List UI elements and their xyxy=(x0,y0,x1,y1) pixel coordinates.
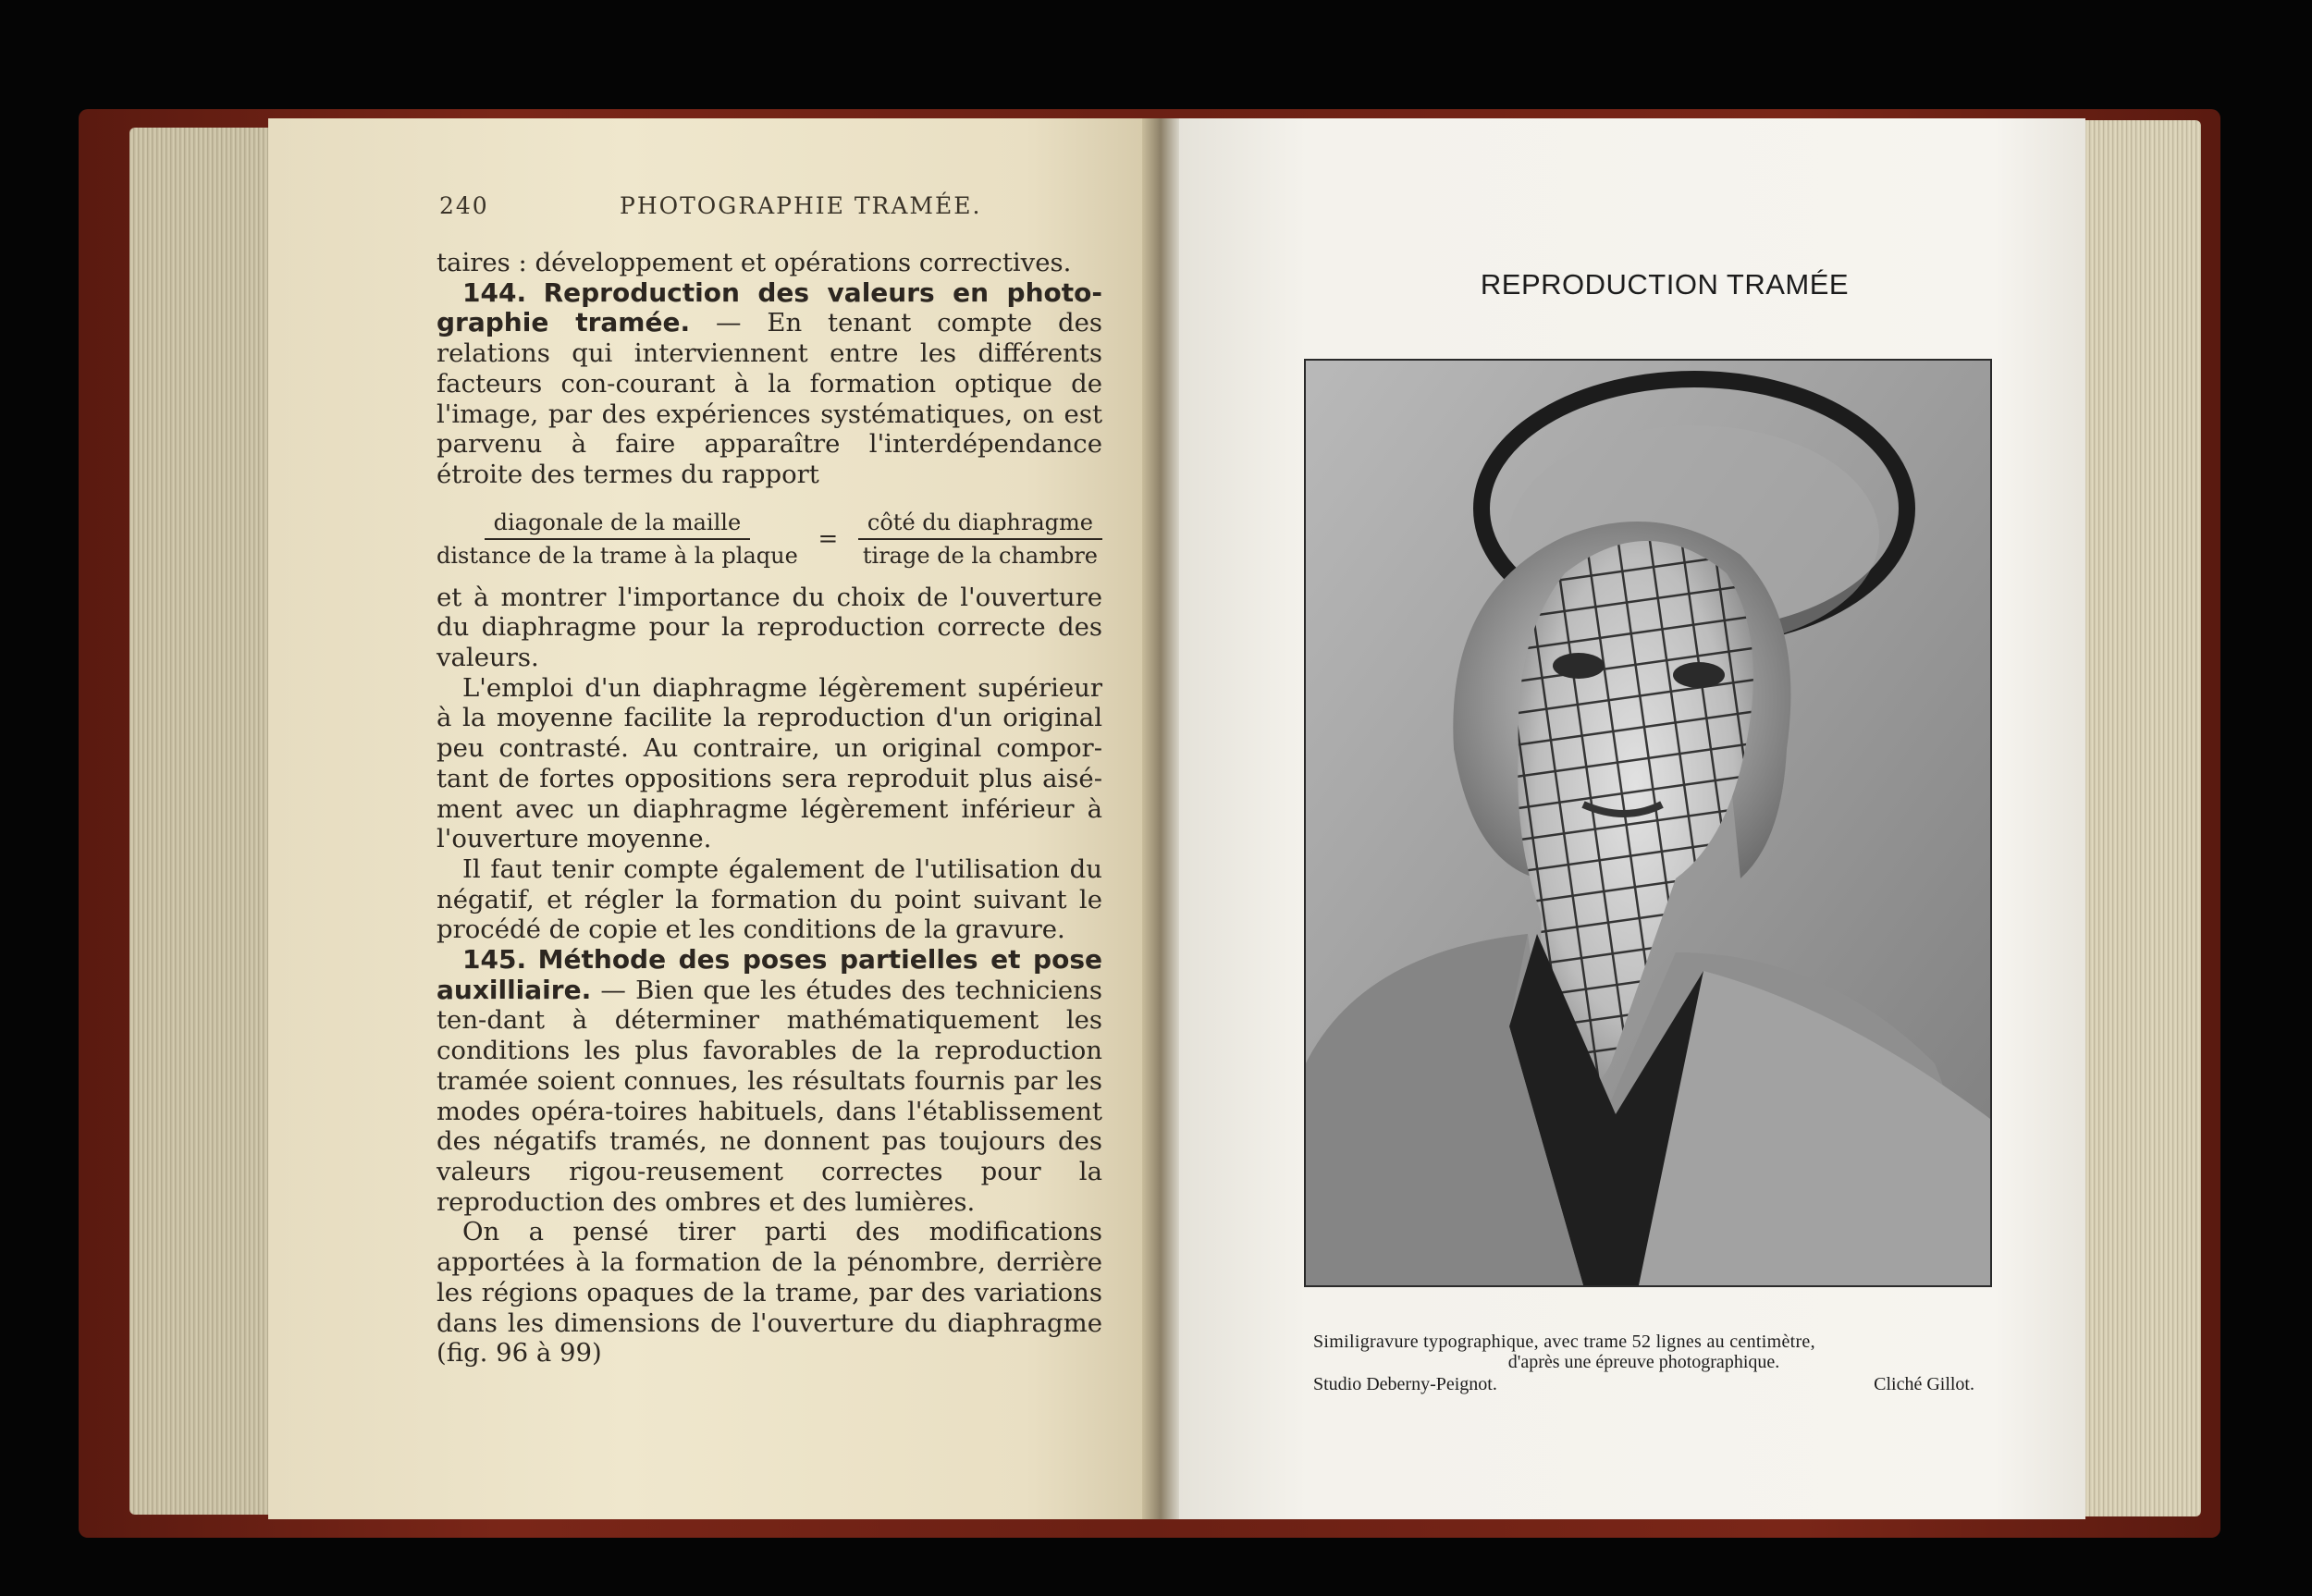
left-text-column xyxy=(437,248,1102,1369)
section-144-number: 144. xyxy=(462,276,527,308)
portrait-illustration xyxy=(1306,361,1990,1285)
paragraph-tenir: Il faut tenir compte également de l'utilisation du négatif, et régler la formation du point suivant le procédé de copie et les conditions de la gravure. xyxy=(437,853,1102,945)
right-page-edges xyxy=(2072,120,2201,1516)
running-head xyxy=(439,192,1105,229)
running-title: PHOTOGRAPHIE TRAMÉE. xyxy=(620,192,982,219)
halftone-photograph xyxy=(1304,359,1992,1287)
paragraph-after-formula: et à montrer l'importance du choix de l'ouverture du diaphragme pour la reproduction correcte des valeurs. xyxy=(437,582,1102,673)
paragraph-pense: On a pensé tirer parti des modifications apportées à la formation de la pénombre, derrière les régions opaques de la trame, par des variations dans les dimensions de l'ouverture du diaphragme (fig. 96 à 99) xyxy=(437,1217,1102,1369)
formula-left-fraction xyxy=(437,509,798,570)
section-144 xyxy=(437,278,1102,490)
caption-credits xyxy=(1313,1374,1974,1394)
caption-line-2: d'après une épreuve photographique. xyxy=(1507,1352,1780,1372)
caption-credit-cliche: Cliché Gillot. xyxy=(1874,1374,1974,1394)
plate-title: REPRODUCTION TRAMÉE xyxy=(1480,268,1850,301)
section-145-text: — Bien que les études des techniciens ten-dant à déterminer mathématiquement les conditions les plus favorables de la reproduction tramée soient connues, les résultats fournis par les modes opéra-toires habituels, dans l'établissement des négatifs tramés, ne donnent pas toujours des valeurs rigou-reusement correctes pour la reproduction des ombres et des lumières. xyxy=(437,975,1102,1217)
book-gutter xyxy=(1142,118,1179,1519)
paragraph-emploi: L'emploi d'un diaphragme légèrement supérieur à la moyenne facilite la reproduction d'un original peu contrasté. Au contraire, un original compor-tant de fortes oppositions sera reproduit plus aisé-ment avec un diaphragme légèrement inférieur à l'ouverture moyenne. xyxy=(437,672,1102,854)
section-144-text: — En tenant compte des relations qui interviennent entre les différents facteurs con-courant à la formation optique de l'image, par des expériences systématiques, on est parvenu à faire apparaître l'interdépendance étroite des termes du rapport xyxy=(437,308,1102,489)
paragraph-first-line: taires : développement et opérations correctives. xyxy=(437,248,1072,277)
plate-caption xyxy=(1313,1332,1974,1394)
section-145-number: 145. xyxy=(462,944,527,976)
formula-left-denominator: distance de la trame à la plaque xyxy=(437,542,798,569)
formula-right-fraction xyxy=(858,509,1102,570)
formula xyxy=(437,509,1102,570)
section-145-heading: Méthode des poses partielles et pose auxilliaire. xyxy=(437,944,1102,1005)
section-145 xyxy=(437,945,1102,1217)
formula-equals: = xyxy=(818,524,839,553)
formula-right-denominator: tirage de la chambre xyxy=(862,542,1098,569)
caption-line-1: Similigravure typographique, avec trame 52 lignes au centimètre, xyxy=(1313,1332,1815,1352)
caption-credit-studio: Studio Deberny-Peignot. xyxy=(1313,1374,1497,1394)
section-144-heading: Reproduction des valeurs en photo-graphie tramée. xyxy=(437,276,1103,338)
formula-right-numerator: côté du diaphragme xyxy=(858,509,1102,540)
page-number: 240 xyxy=(439,192,489,219)
formula-left-numerator: diagonale de la maille xyxy=(485,509,751,540)
